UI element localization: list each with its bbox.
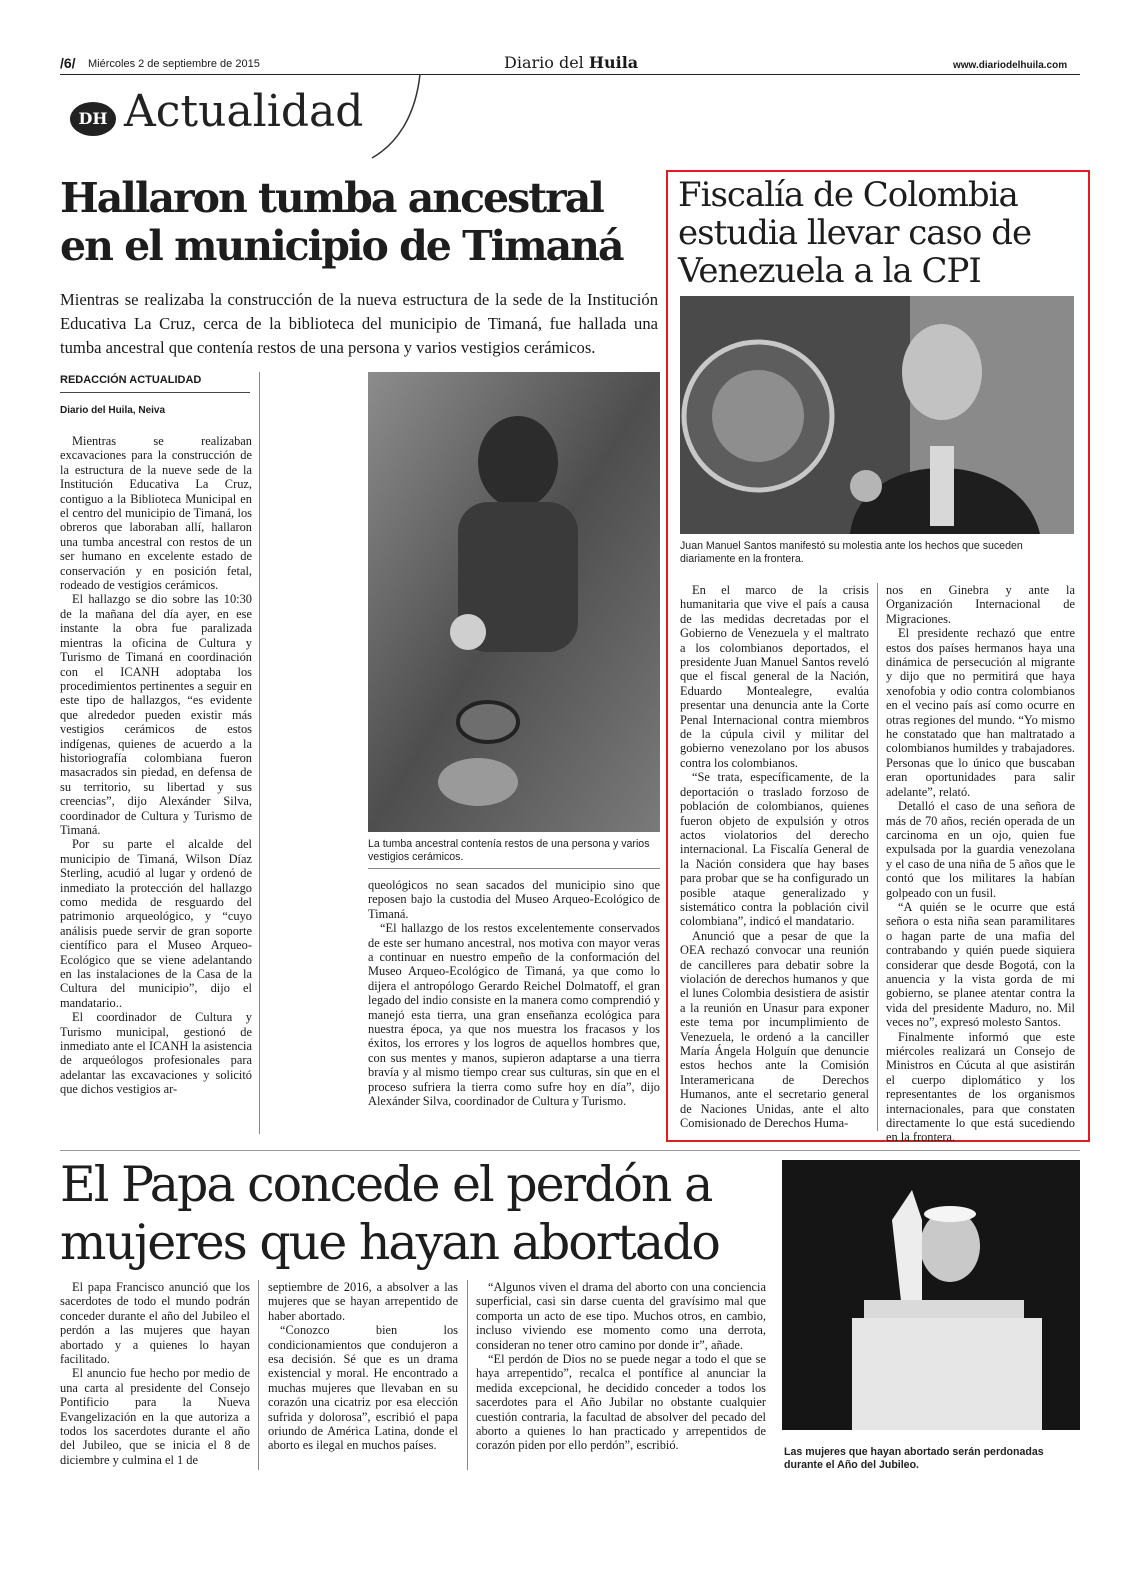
section-title: Actualidad xyxy=(124,86,364,137)
masthead xyxy=(504,53,638,72)
header-rule xyxy=(60,74,1080,75)
article1-column-2 xyxy=(368,878,660,1109)
paragraph: Mientras se realizaban excavaciones para la construcción de la estructura de la nueve sede de la Institución Educativa La Cruz, contiguo a la Biblioteca Municipal en el centro del municipio de Timaná, los obreros que laboraban allí, hallaron una tumba ancestral con restos de un ser humano en excelente estado de conservación y en posición fetal, rodeado de vestigios cerámicos. xyxy=(60,434,252,593)
article2-headline xyxy=(678,176,1031,290)
article3-headline xyxy=(60,1156,719,1272)
section-rule xyxy=(60,1150,1080,1151)
article2-column-2 xyxy=(886,583,1075,1145)
paragraph: El hallazgo se dio sobre las 10:30 de la mañana del día ayer, en ese instante la obra fue paralizada mientras la oficina de Cultura y Turismo de Timaná en coordinación con el ICANH adoptaba los procedimientos pertinentes a seguir en este tipo de hallazgos, “es evidente que alrededor pueden existir más vestigios cerámicos de estos indígenas, quienes de acuerdo a la historiografía colombiana fueron masacrados sin piedad, en defensa de su territorio, su libertad y sus creencias”, dijo Alexánder Silva, coordinador de Cultura y Turismo de Timaná. xyxy=(60,592,252,837)
caption-rule xyxy=(368,868,660,869)
column-divider xyxy=(877,583,878,1131)
paragraph: “Se trata, específicamente, de la deportación o traslado forzoso de población de colombianos, quienes fueron objeto de expulsión y otros actos violatorios del derecho internacional. La Fiscalía General de la Nación considera que hay bases para probar que se ha configurado un posible ataque generalizado y sistemático contra la población civil colombiana”, indicó el mandatario. xyxy=(680,770,869,929)
pope-photo xyxy=(782,1160,1080,1430)
paragraph: El anuncio fue hecho por medio de una carta al presidente del Consejo Pontificio para la Nueva Evangelización en la que autoriza a todos los sacerdotes durante el año del Jubileo, que se inicia el 8 de diciembre y culmina el 1 de xyxy=(60,1366,250,1467)
paragraph: nos en Ginebra y ante la Organización Internacional de Migraciones. xyxy=(886,583,1075,626)
paragraph: “El perdón de Dios no se puede negar a todo el que se haya arrepentido”, recalca el pontífice al anunciar la medida excepcional, he decidido conceder a todos los sacerdotes para el Año Jubilar no obstante cualquier cuestión contraria, la facultad de absolver del pecado del aborto a quienes lo han practicado y arrepentidos de corazón piden por ello perdón”, escribió. xyxy=(476,1352,766,1453)
paragraph: “Algunos viven el drama del aborto con una conciencia superficial, casi sin darse cuenta del gravísimo mal que comporta un acto de ese tipo. Muchos otros, en cambio, incluso viviendo ese momento como una derrota, consideran no tener otro camino por donde ir”, añade. xyxy=(476,1280,766,1352)
paragraph: El papa Francisco anunció que los sacerdotes de todo el mundo podrán conceder durante el año del Jubileo el perdón a las mujeres que hayan abortado y a quienes lo hayan facilitado. xyxy=(60,1280,250,1367)
tomb-photo-caption: La tumba ancestral contenía restos de una persona y varios vestigios cerámicos. xyxy=(368,838,650,863)
column-divider xyxy=(259,372,260,1134)
article3-column-2 xyxy=(268,1280,458,1453)
article1-column-1 xyxy=(60,434,252,1097)
page-number: /6/ xyxy=(60,55,76,71)
header-swoosh-icon xyxy=(370,72,430,162)
paragraph: El presidente rechazó que entre estos dos países hermanos haya una dinámica de persecución al migrante y dijo que no permitirá que haya xenofobia y odio contra colombianos en el vecino país así como ocurre en otras regiones del mundo. “Yo mismo he constatado que han maltratado a colombianos humildes y trabajadores. Personas que lo único que buscaban eran oportunidades para salir adelante”, relató. xyxy=(886,626,1075,799)
paragraph: En el marco de la crisis humanitaria que vive el país a causa de las medidas decretadas por el Gobierno de Venezuela y el maltrato a los colombianos deportados, el presidente Juan Manuel Santos reveló que el fiscal general de la Nación, Eduardo Montealegre, evalúa presentar una denuncia ante la Corte Penal Internacional contra miembros de la cúpula civil y militar del gobierno venezolano por los abusos contra los colombianos. xyxy=(680,583,869,770)
paragraph: Detalló el caso de una señora de más de 70 años, recién operada de un carcinoma en un ojo, quien fue expulsada por la guardia venezolana y el caso de una niña de 5 años que le contó que los militares la habían golpeado con un fusil. xyxy=(886,799,1075,900)
dateline: Diario del Huila, Neiva xyxy=(60,405,166,416)
article3-column-1 xyxy=(60,1280,250,1467)
pope-image xyxy=(782,1160,1080,1430)
article1-lead: Mientras se realizaba la construcción de la nueva estructura de la sede de la Institución Educativa La Cruz, cerca de la biblioteca del municipio de Timaná, fue hallada una tumba ancestral que contenía restos de una persona y varios vestigios cerámicos. xyxy=(60,290,658,357)
paragraph: El coordinador de Cultura y Turismo municipal, gestionó de inmediato ante el ICANH la asistencia de arqueólogos profesionales para adelantar las excavaciones y solicitó que dichos vestigios ar- xyxy=(60,1010,252,1097)
headline-line: Venezuela a la CPI xyxy=(678,251,981,291)
byline: REDACCIÓN ACTUALIDAD xyxy=(60,374,202,386)
pope-photo-caption: Las mujeres que hayan abortado serán perdonadas durante el Año del Jubileo. xyxy=(784,1446,1044,1471)
santos-photo-caption: Juan Manuel Santos manifestó su molestia ante los hechos que suceden diariamente en la frontera. xyxy=(680,540,1023,565)
headline-line: estudia llevar caso de xyxy=(678,213,1032,253)
headline-line: Fiscalía de Colombia xyxy=(678,175,1018,215)
article3-column-3 xyxy=(476,1280,766,1453)
masthead-text: Diario del xyxy=(504,53,589,72)
column-divider xyxy=(467,1280,468,1470)
headline-line: en el municipio de Timaná xyxy=(60,222,623,270)
paragraph: “A quién se le ocurre que está señora o esta niña sean paramilitares o hagan parte de una mafia del contrabando y quién puede siquiera considerar que desde Bogotá, con la anuencia y la vista gorda de mi gobierno, se planee atentar contra la vida del presidente Maduro, no. Mil veces no”, expresó molesto Santos. xyxy=(886,899,1075,1030)
dh-logo: DH xyxy=(70,102,116,136)
santos-photo xyxy=(680,296,1074,534)
headline-line: mujeres que hayan abortado xyxy=(60,1214,719,1271)
article2-column-1 xyxy=(680,583,869,1130)
article1-headline xyxy=(60,174,623,270)
byline-rule xyxy=(60,392,250,393)
website-url: www.diariodelhuila.com xyxy=(953,60,1068,71)
paragraph: queológicos no sean sacados del municipio sino que reposen bajo la custodia del Museo Arqueo-Ecológico de Timaná. xyxy=(368,878,660,921)
headline-line: Hallaron tumba ancestral xyxy=(60,174,603,222)
issue-date: Miércoles 2 de septiembre de 2015 xyxy=(88,58,260,70)
headline-line: El Papa concede el perdón a xyxy=(60,1156,712,1213)
paragraph: Finalmente informó que este miércoles realizará un Consejo de Ministros en Cúcuta al que asistirán el cuerpo diplomático y los representantes de los organismos internacionales, para que constaten directamente lo que está sucediendo en la frontera. xyxy=(886,1029,1075,1145)
column-divider xyxy=(258,1280,259,1470)
santos-image xyxy=(680,296,1074,534)
tomb-photo xyxy=(368,372,660,832)
paragraph: Anunció que a pesar de que la OEA rechazó convocar una reunión de cancilleres para debatir sobre la violación de derechos humanos y que el lunes Colombia desistiera de asistir a la reunión en Unasur para exponer este tema por incumplimiento de Venezuela, le ordenó a la canciller María Ángela Holguín que denuncie estos hechos ante la Comisión Interamericana de Derechos Humanos, ante el secretario general de Naciones Unidas, ante el alto Comisionado de Derechos Huma- xyxy=(680,928,869,1131)
paragraph: “Conozco bien los condicionamientos que condujeron a esa decisión. Sé que es un drama existencial y moral. He encontrado a muchas mujeres que llevaban en su corazón una cicatriz por esa elección sufrida y dolorosa”, escribió el papa oriundo de América Latina, donde el aborto es ilegal en muchos países. xyxy=(268,1323,458,1453)
masthead-text-bold: Huila xyxy=(588,53,639,72)
paragraph: septiembre de 2016, a absolver a las mujeres que se hayan arrepentido de haber abortado. xyxy=(268,1280,458,1323)
paragraph: Por su parte el alcalde del municipio de Timaná, Wilson Díaz Sterling, acudió al lugar y ordenó de inmediato la protección del hallazgo como medida de resguardo del patrimonio arqueológico, y “cuyo análisis puede servir de gran soporte científico para el Museo Arqueo-Ecológico que se viene adelantando en las instalaciones de la Casa de la Cultura del municipio”, dijo el mandatario.. xyxy=(60,837,252,1010)
paragraph: “El hallazgo de los restos excelentemente conservados de este ser humano ancestral, nos motiva con mayor veras a continuar en nuestro empeño de la conformación del Museo Arqueo-Ecológico de Timaná, ya que como lo dijera el antropólogo Gerardo Reichel Dolmatoff, el gran legado del indio consiste en la manera como comprendió y manejó esta tierra, una gran enseñanza ecológica para nuestra época, ya que nos muestra los fracasos y los éxitos, los errores y los logros de aquellos hombres que, con sus mentes y manos, supieron adaptarse a una tierra bravía y al mismo tiempo crear sus culturas, sin que en el proceso sufriera la tierra como sufre hoy en día”, dijo Alexánder Silva, coordinador de Cultura y Turismo. xyxy=(368,921,660,1109)
tomb-image xyxy=(368,372,660,832)
